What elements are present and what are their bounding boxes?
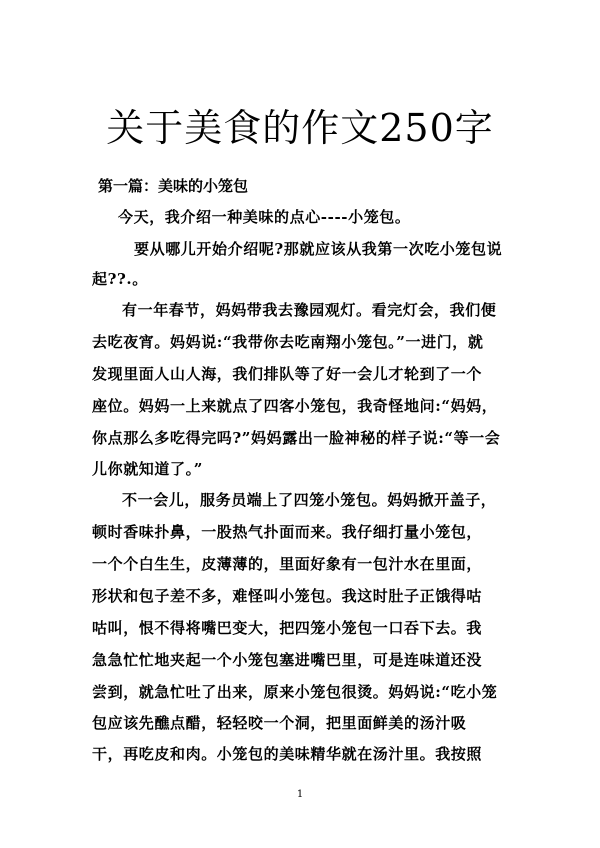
paragraph-line: 不一会儿，服务员端上了四笼小笼包。妈妈掀开盖子， xyxy=(122,491,497,509)
paragraph-line: 你点那么多吃得完吗?”妈妈露出一脸神秘的样子说:“等一会 xyxy=(92,429,501,447)
paragraph-line: 顿时香味扑鼻，一股热气扑面而来。我仔细打量小笼包， xyxy=(92,523,483,541)
paragraph-line: 有一年春节，妈妈带我去豫园观灯。看完灯会，我们便 xyxy=(122,301,497,319)
paragraph-line: 咕叫，恨不得将嘴巴变大，把四笼小笼包一口吞下去。我 xyxy=(92,619,483,637)
page-number: 1 xyxy=(296,789,304,800)
paragraph-line: 形状和包子差不多，难怪叫小笼包。我这时肚子正饿得咕 xyxy=(92,587,483,605)
paragraph-line: 今天，我介绍一种美味的点心----小笼包。 xyxy=(118,208,411,226)
section-heading: 第一篇：美味的小笼包 xyxy=(98,177,249,195)
paragraph-line: 儿你就知道了。” xyxy=(92,460,203,478)
paragraph-line: 去吃夜宵。妈妈说:“我带你去吃南翔小笼包。”一进门，就 xyxy=(92,333,484,351)
paragraph-line: 包应该先醮点醋，轻轻咬一个洞，把里面鲜美的汤汁吸 xyxy=(92,714,467,732)
paragraph-line: 发现里面人山人海，我们排队等了好一会儿才轮到了一个 xyxy=(92,365,483,383)
paragraph-line: 要从哪儿开始介绍呢?那就应该从我第一次吃小笼包说 xyxy=(134,240,503,258)
paragraph-line: 起??.。 xyxy=(92,270,148,288)
document-title: 关于美食的作文250字 xyxy=(106,106,494,150)
paragraph-line: 尝到，就急忙吐了出来，原来小笼包很烫。妈妈说:“吃小笼 xyxy=(92,683,498,701)
paragraph-line: 干，再吃皮和肉。小笼包的美味精华就在汤汁里。我按照 xyxy=(92,745,483,763)
paragraph-line: 一个个白生生，皮薄薄的，里面好象有一包汁水在里面， xyxy=(92,555,483,573)
paragraph-line: 急急忙忙地夹起一个小笼包塞进嘴巴里，可是连味道还没 xyxy=(92,651,483,669)
paragraph-line: 座位。妈妈一上来就点了四客小笼包，我奇怪地问:“妈妈， xyxy=(92,397,498,415)
